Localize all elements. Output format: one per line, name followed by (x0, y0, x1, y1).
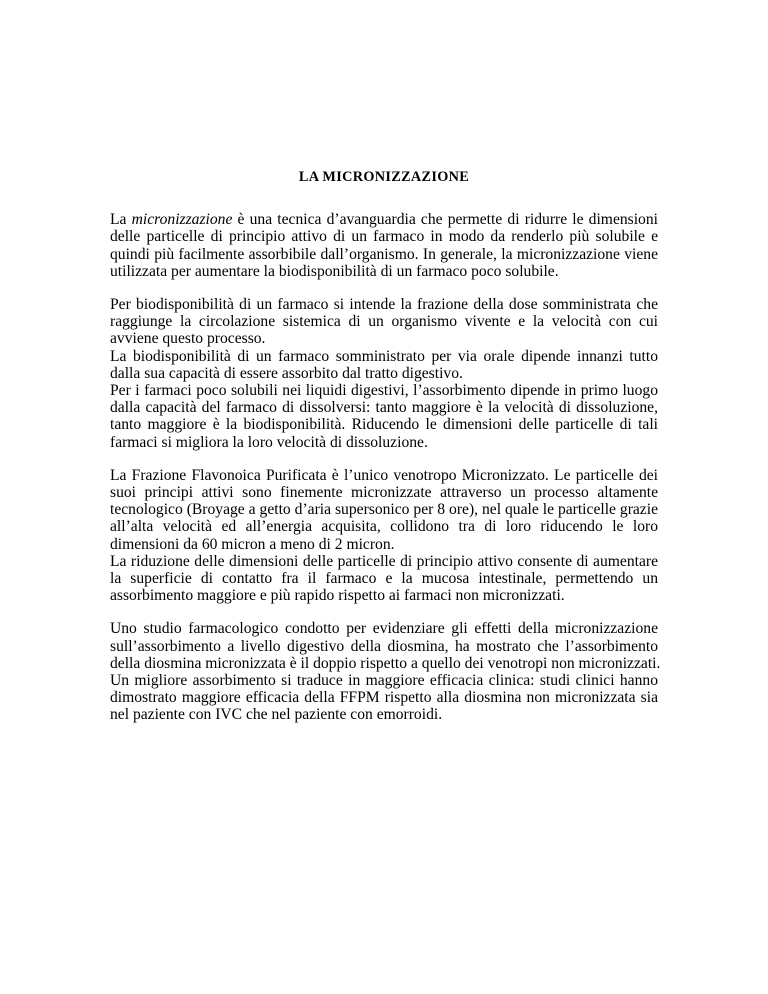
document-title: LA MICRONIZZAZIONE (298, 169, 470, 185)
text-line: La riduzione delle dimensioni delle particelle di principio attivo consente di aumentare (110, 552, 658, 570)
text-segment: è una tecnica d’avanguardia che permette di ridurre le dimensioni (232, 211, 658, 229)
text-line: all’alta velocità ed all’energia acquisita, collidono tra di loro riducendo le loro (110, 518, 658, 536)
text-line: la superficie di contatto fra il farmaco e la mucosa intestinale, permettendo un (110, 570, 658, 588)
text-line: Per biodisponibilità di un farmaco si intende la frazione della dose somministrata che (110, 296, 658, 314)
text-line: tanto maggiore è la biodisponibilità. Riducendo le dimensioni delle particelle di tali (110, 416, 658, 434)
text-segment: La (110, 211, 132, 229)
paragraph (110, 296, 658, 451)
text-line: raggiunge la circolazione sistemica di un organismo vivente e la velocità con cui (110, 313, 658, 331)
text-line: dimensioni da 60 micron a meno di 2 micron. (110, 535, 395, 553)
text-line: assorbimento maggiore e più rapido rispetto ai farmaci non micronizzati. (110, 587, 565, 605)
paragraph (110, 211, 658, 280)
text-line: Per i farmaci poco solubili nei liquidi digestivi, l’assorbimento dipende in primo luogo (110, 382, 658, 400)
text-line: suoi principi attivi sono finemente micronizzate attraverso un processo altamente (110, 484, 658, 502)
text-line: nel paziente con IVC che nel paziente con emorroidi. (110, 706, 443, 724)
text-line: La biodisponibilità di un farmaco somministrato per via orale dipende innanzi tutto (110, 347, 658, 365)
document-body (110, 211, 661, 724)
text-line: della diosmina micronizzata è il doppio rispetto a quello dei venotropi non micronizzati. (110, 654, 661, 672)
text-line: farmaci si migliora la loro velocità di dissoluzione. (110, 433, 428, 451)
text-line: quindi più facilmente assorbibile dall’organismo. In generale, la micronizzazione viene (110, 245, 658, 263)
text-line: Uno studio farmacologico condotto per evidenziare gli effetti della micronizzazione (110, 620, 658, 638)
text-line: delle particelle di principio attivo di un farmaco in modo da renderlo più solubile e (110, 228, 658, 246)
document-page (110, 169, 661, 740)
text-line: La Frazione Flavonoica Purificata è l’unico venotropo Micronizzato. Le particelle dei (110, 466, 658, 484)
text-line: dalla sua capacità di essere assorbito dal tratto digestivo. (110, 364, 463, 382)
text-line (110, 211, 658, 228)
paragraph (110, 620, 661, 724)
text-line: avviene questo processo. (110, 330, 266, 348)
paragraph (110, 467, 658, 605)
text-line: dimostrato maggiore efficacia della FFPM rispetto alla diosmina non micronizzata sia (110, 689, 658, 707)
text-line: utilizzata per aumentare la biodisponibilità di un farmaco poco solubile. (110, 262, 559, 280)
emphasized-term: micronizzazione (131, 211, 233, 229)
text-line: dalla capacità del farmaco di dissolversi: tanto maggiore è la velocità di dissoluzione, (110, 399, 658, 417)
text-line: tecnologico (Broyage a getto d’aria supersonico per 8 ore), nel quale le particelle grazie (110, 501, 658, 519)
text-line: sull’assorbimento a livello digestivo della diosmina, ha mostrato che l’assorbimento (110, 637, 658, 655)
text-line: Un migliore assorbimento si traduce in maggiore efficacia clinica: studi clinici hanno (110, 672, 658, 690)
